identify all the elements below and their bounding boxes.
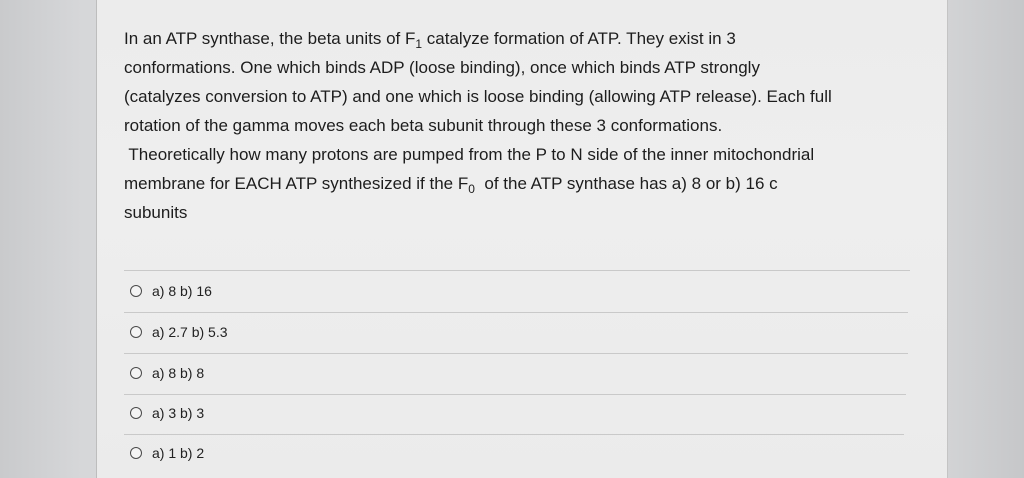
radio-button-icon[interactable] — [130, 326, 142, 338]
answer-option-label: a) 8 b) 16 — [152, 283, 212, 299]
answer-option-label: a) 8 b) 8 — [152, 365, 205, 381]
question-line-5: Theoretically how many protons are pumped from the P to N side of the inner mitochondrial — [124, 145, 815, 164]
question-line-6-text-b: of the ATP synthase has a) 8 or b) 16 c — [474, 174, 778, 193]
question-line-1-text-a: In an ATP synthase, the beta units of F — [124, 29, 416, 48]
divider — [124, 270, 910, 271]
divider — [124, 312, 908, 313]
answer-option-label: a) 2.7 b) 5.3 — [152, 324, 228, 340]
question-line-2: conformations. One which binds ADP (loose binding), once which binds ATP strongly — [124, 58, 760, 77]
question-line-1 — [124, 24, 924, 53]
question-line-6 — [124, 169, 924, 198]
answer-option-3[interactable] — [130, 361, 204, 385]
question-line-4: rotation of the gamma moves each beta subunit through these 3 conformations. — [124, 116, 723, 135]
radio-button-icon[interactable] — [130, 285, 142, 297]
question-line-1-text-b: catalyze formation of ATP. They exist in 3 — [422, 29, 736, 48]
answer-option-label: a) 1 b) 2 — [152, 445, 205, 461]
radio-button-icon[interactable] — [130, 367, 142, 379]
answer-option-2[interactable] — [130, 320, 228, 344]
question-line-3: (catalyzes conversion to ATP) and one which is loose binding (allowing ATP release). Each full — [124, 87, 832, 106]
divider — [124, 434, 904, 435]
answer-option-label: a) 3 b) 3 — [152, 405, 205, 421]
subscript-0: 0 — [468, 182, 475, 196]
subscript-1: 1 — [415, 37, 423, 51]
divider — [124, 353, 908, 354]
answer-option-5[interactable] — [130, 441, 204, 465]
radio-button-icon[interactable] — [130, 447, 142, 459]
answer-option-4[interactable] — [130, 401, 204, 425]
question-text — [124, 24, 924, 227]
radio-button-icon[interactable] — [130, 407, 142, 419]
question-line-7: subunits — [124, 203, 188, 222]
question-line-6-text-a: membrane for EACH ATP synthesized if the F — [124, 174, 469, 193]
divider — [124, 394, 906, 395]
answer-option-1[interactable] — [130, 279, 212, 303]
